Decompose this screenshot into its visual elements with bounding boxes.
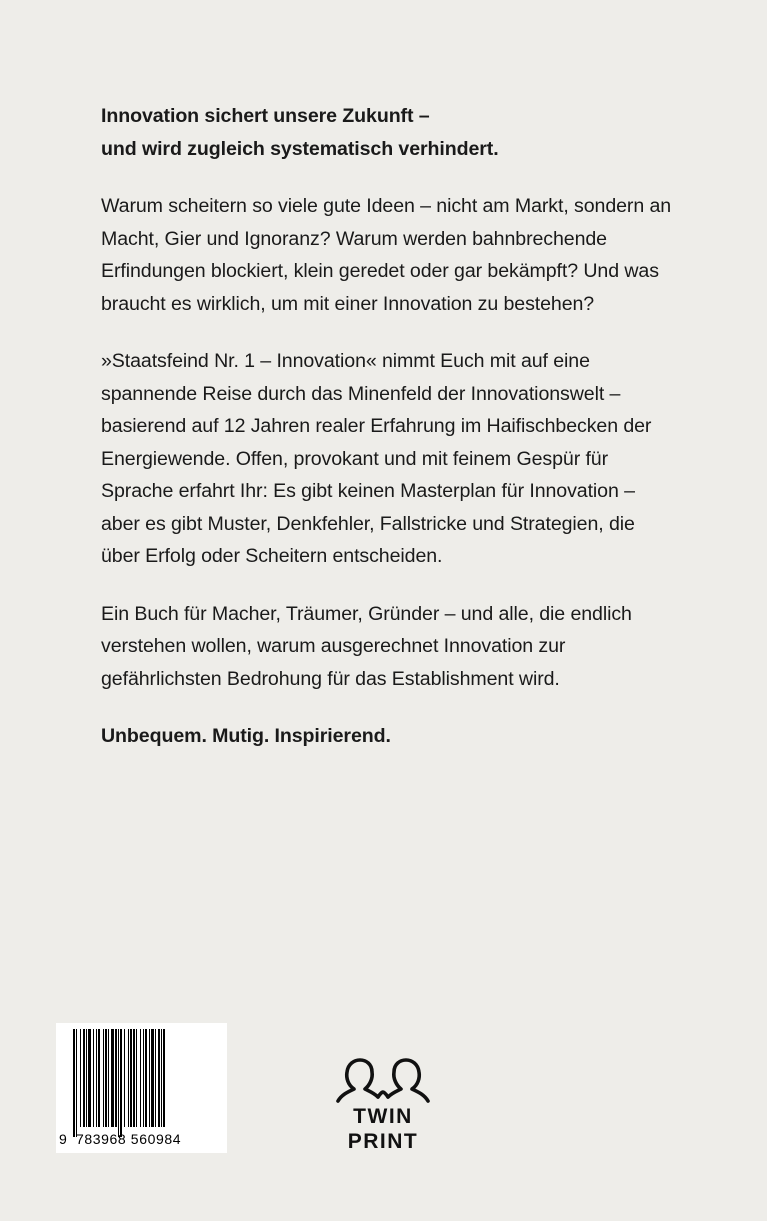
barcode-bar [80, 1029, 81, 1127]
paragraph-2: »Staatsfeind Nr. 1 – Innovation« nimmt Euch mit auf eine spannende Reise durch das Minenfeld der Innovationswelt – basierend auf 12 Jahren realer Erfahrung im Haifischbecken der Energiewende. Offen, provokant und mit feinem Gespür für Sprache erfahrt Ihr: Es gibt keinen Masterplan für Innovation – aber es gibt Muster, Denkfehler, Fallstricke und Strategien, die über Erfolg oder Scheitern entscheiden. [101, 350, 652, 567]
barcode-bar [155, 1029, 156, 1127]
barcode-bar [111, 1029, 114, 1127]
barcode-bar [83, 1029, 85, 1127]
barcode-bar [161, 1029, 162, 1127]
barcode-bar [105, 1029, 107, 1127]
barcode-bar [149, 1029, 150, 1127]
barcode-bar [120, 1029, 122, 1137]
barcode-bar [143, 1029, 144, 1127]
barcode-bar [103, 1029, 104, 1127]
barcode-lead-digit: 9 [59, 1131, 68, 1147]
barcode-bar [130, 1029, 132, 1127]
isbn-barcode [56, 1023, 227, 1153]
barcode-bar [88, 1029, 91, 1127]
barcode-bar [93, 1029, 94, 1127]
barcode-bar [96, 1029, 97, 1127]
barcode-bar [145, 1029, 147, 1127]
barcode-bar [98, 1029, 100, 1127]
barcode-bar [128, 1029, 129, 1127]
barcode-bar [140, 1029, 141, 1127]
headline-line-1: Innovation sichert unsere Zukunft – [101, 105, 430, 127]
barcode-bar [163, 1029, 165, 1127]
blurb-text [101, 100, 676, 753]
barcode-bar [133, 1029, 135, 1127]
barcode-bar [151, 1029, 154, 1127]
barcode-bar [158, 1029, 160, 1127]
headline-line-2: und wird zugleich systematisch verhindert. [101, 137, 499, 160]
barcode-bar [115, 1029, 117, 1127]
barcode-number: 783968 560984 [76, 1131, 182, 1147]
logo-text-print: PRINT [347, 1130, 419, 1153]
barcode-bar [73, 1029, 75, 1137]
logo-text-twin: TWIN [353, 1105, 413, 1128]
headline [101, 100, 676, 165]
barcode-bar [108, 1029, 109, 1127]
barcode-bar [136, 1029, 137, 1127]
barcode-bar [76, 1029, 77, 1137]
barcode-bar [124, 1029, 125, 1127]
two-heads-icon [332, 1058, 434, 1104]
paragraph-3: Ein Buch für Macher, Träumer, Gründer – und alle, die endlich verstehen wollen, warum ausgerechnet Innovation zur gefährlichsten Bedrohung für das Establishment wird. [101, 602, 632, 690]
barcode-bar [86, 1029, 87, 1127]
publisher-logo [332, 1058, 434, 1158]
paragraph-1: Warum scheitern so viele gute Ideen – nicht am Markt, sondern an Macht, Gier und Ignoranz? Warum werden bahnbrechende Erfindungen blockiert, klein geredet oder gar bekämpft? Und was braucht es wirklich, um mit einer Innovation zu bestehen? [101, 195, 672, 315]
tagline: Unbequem. Mutig. Inspirierend. [101, 725, 391, 747]
barcode-bar [118, 1029, 119, 1137]
